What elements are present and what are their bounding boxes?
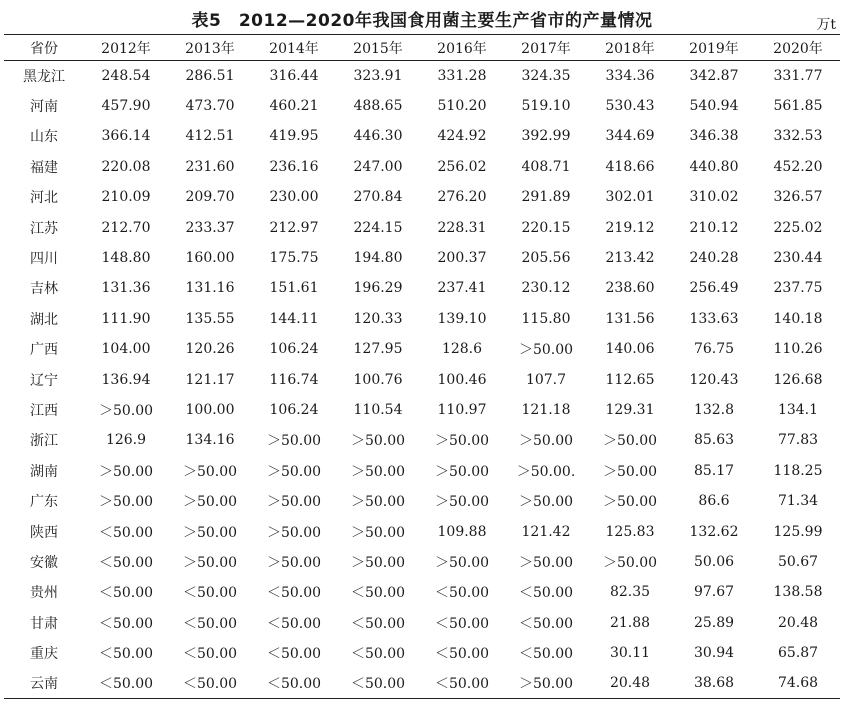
value-cell: ＞50.00 xyxy=(518,433,574,450)
table-row xyxy=(4,91,840,121)
value-cell: 248.54 xyxy=(101,67,151,84)
value-cell: 331.28 xyxy=(437,67,487,84)
value-cell: 231.60 xyxy=(185,158,235,175)
value-cell: 205.56 xyxy=(521,250,571,267)
value-cell: 460.21 xyxy=(269,98,319,115)
value-cell: ＜50.00 xyxy=(84,668,168,698)
value-cell: 104.00 xyxy=(101,341,151,358)
value-cell: 125.99 xyxy=(773,523,823,540)
value-cell: ＜50.00 xyxy=(98,524,154,541)
value-cell: ＜50.00 xyxy=(336,668,420,698)
value-cell: 151.61 xyxy=(269,280,319,297)
value-cell: 209.70 xyxy=(185,189,235,206)
value-cell: 210.12 xyxy=(689,219,739,236)
value-cell: ＜50.00 xyxy=(518,615,574,632)
province-cell: 四川 xyxy=(30,251,58,268)
table-row xyxy=(4,516,840,546)
value-cell: ＞50.00 xyxy=(434,433,490,450)
value-cell: 131.56 xyxy=(605,310,655,327)
province-cell: 江苏 xyxy=(30,220,58,237)
value-cell: ＞50.00 xyxy=(602,554,658,571)
value-cell: 86.6 xyxy=(698,493,730,510)
table-body xyxy=(4,61,840,699)
value-cell: 286.51 xyxy=(185,67,235,84)
value-cell: 148.80 xyxy=(101,250,151,267)
value-cell: ＜50.00 xyxy=(182,615,238,632)
value-cell: ＜50.00 xyxy=(518,585,574,602)
column-header: 2015年 xyxy=(336,35,420,61)
value-cell: ＞50.00 xyxy=(266,433,322,450)
value-cell: 418.66 xyxy=(605,158,655,175)
value-cell: 50.06 xyxy=(693,553,735,570)
value-cell: 342.87 xyxy=(689,67,739,84)
value-cell: 85.17 xyxy=(693,462,735,479)
value-cell: ＞50.00 xyxy=(266,463,322,480)
value-cell: 82.35 xyxy=(609,584,651,601)
value-cell: 112.65 xyxy=(605,371,655,388)
value-cell: 107.7 xyxy=(525,371,567,388)
value-cell: 134.16 xyxy=(185,432,235,449)
table-row xyxy=(4,121,840,151)
value-cell: ＞50.00 xyxy=(182,554,238,571)
value-cell: 530.43 xyxy=(605,98,655,115)
value-cell: ＞50.00 xyxy=(182,524,238,541)
value-cell: 440.80 xyxy=(689,158,739,175)
value-cell: ＞50.00 xyxy=(350,554,406,571)
value-cell: 196.29 xyxy=(353,280,403,297)
value-cell: 120.26 xyxy=(185,341,235,358)
column-header: 2016年 xyxy=(420,35,504,61)
value-cell: 326.57 xyxy=(773,189,823,206)
value-cell: 20.48 xyxy=(777,614,819,631)
value-cell: 237.75 xyxy=(773,280,823,297)
value-cell: 110.97 xyxy=(437,401,487,418)
value-cell: 346.38 xyxy=(689,128,739,145)
value-cell: 220.08 xyxy=(101,158,151,175)
value-cell: 65.87 xyxy=(777,645,819,662)
value-cell: ＜50.00 xyxy=(434,585,490,602)
value-cell: ＞50.00 xyxy=(602,433,658,450)
table-row xyxy=(4,334,840,364)
value-cell: 126.68 xyxy=(773,371,823,388)
value-cell: ＜50.00 xyxy=(350,585,406,602)
value-cell: 121.17 xyxy=(185,371,235,388)
value-cell: 133.63 xyxy=(689,310,739,327)
value-cell: 132.8 xyxy=(693,401,735,418)
table-row xyxy=(4,152,840,182)
value-cell: 291.89 xyxy=(521,189,571,206)
value-cell: 128.6 xyxy=(441,341,483,358)
value-cell: 276.20 xyxy=(437,189,487,206)
value-cell: 160.00 xyxy=(185,250,235,267)
value-cell: ＜50.00 xyxy=(350,615,406,632)
value-cell: 424.92 xyxy=(437,128,487,145)
value-cell: ＞50.00 xyxy=(266,554,322,571)
value-cell: 139.10 xyxy=(437,310,487,327)
value-cell: 256.02 xyxy=(437,158,487,175)
province-cell: 重庆 xyxy=(30,646,58,663)
value-cell: 270.84 xyxy=(353,189,403,206)
value-cell: 144.11 xyxy=(269,310,319,327)
column-header: 2012年 xyxy=(84,35,168,61)
value-cell: 110.26 xyxy=(773,341,823,358)
table-row xyxy=(4,395,840,425)
value-cell: 200.37 xyxy=(437,250,487,267)
value-cell: 519.10 xyxy=(521,98,571,115)
value-cell: 230.44 xyxy=(773,250,823,267)
value-cell: 25.89 xyxy=(693,614,735,631)
value-cell: ＞50.00 xyxy=(350,494,406,511)
value-cell: 230.00 xyxy=(269,189,319,206)
value-cell: ＜50.00 xyxy=(350,646,406,663)
value-cell: 30.94 xyxy=(693,645,735,662)
value-cell: 228.31 xyxy=(437,219,487,236)
value-cell: 324.35 xyxy=(521,67,571,84)
value-cell: 473.70 xyxy=(185,98,235,115)
header-row xyxy=(4,35,840,61)
province-cell: 湖南 xyxy=(30,463,58,480)
value-cell: 30.11 xyxy=(609,645,651,662)
value-cell: ＜50.00 xyxy=(98,554,154,571)
column-header: 2018年 xyxy=(588,35,672,61)
value-cell: 247.00 xyxy=(353,158,403,175)
province-cell: 黑龙江 xyxy=(23,68,65,85)
table-row xyxy=(4,182,840,212)
province-cell: 广东 xyxy=(30,494,58,511)
value-cell: 97.67 xyxy=(693,584,735,601)
value-cell: 131.36 xyxy=(101,280,151,297)
table-row xyxy=(4,304,840,334)
value-cell: 100.46 xyxy=(437,371,487,388)
value-cell: 194.80 xyxy=(353,250,403,267)
table-row xyxy=(4,425,840,455)
table-row xyxy=(4,577,840,607)
value-cell: ＞50.00 xyxy=(98,402,154,419)
table-title: 表5 2012—2020年我国食用菌主要生产省市的产量情况 xyxy=(191,11,653,31)
value-cell: 106.24 xyxy=(269,401,319,418)
value-cell: ＞50.00 xyxy=(266,494,322,511)
value-cell: ＜50.00 xyxy=(252,668,336,698)
value-cell: ＜50.00 xyxy=(266,585,322,602)
value-cell: 129.31 xyxy=(605,401,655,418)
value-cell: 118.25 xyxy=(773,462,823,479)
value-cell: ＞50.00 xyxy=(350,433,406,450)
province-cell: 江西 xyxy=(30,402,58,419)
province-cell: 甘肃 xyxy=(30,615,58,632)
value-cell: 85.63 xyxy=(693,432,735,449)
table-row xyxy=(4,638,840,668)
value-cell: 140.06 xyxy=(605,341,655,358)
column-header: 省份 xyxy=(4,35,84,61)
value-cell: ＞50.00 xyxy=(518,494,574,511)
value-cell: 110.54 xyxy=(353,401,403,418)
value-cell: 219.12 xyxy=(605,219,655,236)
column-header: 2020年 xyxy=(756,35,840,61)
value-cell: 116.74 xyxy=(269,371,319,388)
value-cell: 302.01 xyxy=(605,189,655,206)
table-row xyxy=(4,364,840,394)
value-cell: ＜50.00 xyxy=(266,646,322,663)
value-cell: 510.20 xyxy=(437,98,487,115)
value-cell: 115.80 xyxy=(521,310,571,327)
value-cell: 332.53 xyxy=(773,128,823,145)
value-cell: ＜50.00 xyxy=(420,668,504,698)
province-cell: 安徽 xyxy=(30,554,58,571)
value-cell: 109.88 xyxy=(437,523,487,540)
value-cell: 106.24 xyxy=(269,341,319,358)
value-cell: 331.77 xyxy=(773,67,823,84)
column-header: 2017年 xyxy=(504,35,588,61)
value-cell: 237.41 xyxy=(437,280,487,297)
value-cell: 71.34 xyxy=(777,493,819,510)
value-cell: 256.49 xyxy=(689,280,739,297)
value-cell: 457.90 xyxy=(101,98,151,115)
table-row xyxy=(4,212,840,242)
value-cell: ＜50.00 xyxy=(182,585,238,602)
value-cell: 100.00 xyxy=(185,401,235,418)
value-cell: 21.88 xyxy=(609,614,651,631)
value-cell: 310.02 xyxy=(689,189,739,206)
value-cell: ＞50.00 xyxy=(434,494,490,511)
value-cell: ＞50.00 xyxy=(350,524,406,541)
table-row xyxy=(4,486,840,516)
province-cell: 河南 xyxy=(30,99,58,116)
table-row xyxy=(4,668,840,698)
value-cell: 125.83 xyxy=(605,523,655,540)
value-cell: 212.70 xyxy=(101,219,151,236)
value-cell: ＞50.00. xyxy=(516,463,576,480)
province-cell: 贵州 xyxy=(30,585,58,602)
value-cell: ＜50.00 xyxy=(168,668,252,698)
value-cell: 452.20 xyxy=(773,158,823,175)
value-cell: ＞50.00 xyxy=(350,463,406,480)
value-cell: ＞50.00 xyxy=(602,494,658,511)
value-cell: 213.42 xyxy=(605,250,655,267)
value-cell: ＜50.00 xyxy=(182,646,238,663)
value-cell: 38.68 xyxy=(672,668,756,698)
value-cell: 111.90 xyxy=(101,310,151,327)
value-cell: ＜50.00 xyxy=(434,646,490,663)
value-cell: 132.62 xyxy=(689,523,739,540)
table-row xyxy=(4,273,840,303)
value-cell: 236.16 xyxy=(269,158,319,175)
value-cell: 127.95 xyxy=(353,341,403,358)
value-cell: 50.67 xyxy=(777,553,819,570)
value-cell: 561.85 xyxy=(773,98,823,115)
value-cell: 344.69 xyxy=(605,128,655,145)
value-cell: ＞50.00 xyxy=(98,463,154,480)
value-cell: 220.15 xyxy=(521,219,571,236)
value-cell: 120.33 xyxy=(353,310,403,327)
production-table xyxy=(4,34,840,699)
province-cell: 云南 xyxy=(4,668,84,698)
value-cell: 212.97 xyxy=(269,219,319,236)
table-row xyxy=(4,61,840,91)
value-cell: 138.58 xyxy=(773,584,823,601)
value-cell: 392.99 xyxy=(521,128,571,145)
value-cell: ＞50.00 xyxy=(434,554,490,571)
value-cell: ＜50.00 xyxy=(266,615,322,632)
column-header: 2014年 xyxy=(252,35,336,61)
value-cell: ＜50.00 xyxy=(98,615,154,632)
value-cell: 121.42 xyxy=(521,523,571,540)
value-cell: 366.14 xyxy=(101,128,151,145)
value-cell: 77.83 xyxy=(777,432,819,449)
province-cell: 陕西 xyxy=(30,524,58,541)
value-cell: 316.44 xyxy=(269,67,319,84)
value-cell: 488.65 xyxy=(353,98,403,115)
value-cell: 136.94 xyxy=(101,371,151,388)
value-cell: 74.68 xyxy=(756,668,840,698)
province-cell: 山东 xyxy=(30,129,58,146)
value-cell: ＞50.00 xyxy=(504,668,588,698)
value-cell: 540.94 xyxy=(689,98,739,115)
value-cell: ＜50.00 xyxy=(518,646,574,663)
value-cell: ＞50.00 xyxy=(98,494,154,511)
value-cell: ＞50.00 xyxy=(602,463,658,480)
value-cell: 408.71 xyxy=(521,158,571,175)
province-cell: 福建 xyxy=(30,159,58,176)
value-cell: ＞50.00 xyxy=(182,463,238,480)
table-row xyxy=(4,608,840,638)
province-cell: 湖北 xyxy=(30,311,58,328)
table-row xyxy=(4,547,840,577)
value-cell: 175.75 xyxy=(269,250,319,267)
value-cell: 210.09 xyxy=(101,189,151,206)
table-row xyxy=(4,243,840,273)
value-cell: 121.18 xyxy=(521,401,571,418)
value-cell: ＞50.00 xyxy=(434,463,490,480)
value-cell: 233.37 xyxy=(185,219,235,236)
value-cell: ＞50.00 xyxy=(518,342,574,359)
value-cell: ＜50.00 xyxy=(98,585,154,602)
table-header xyxy=(4,35,840,61)
value-cell: 225.02 xyxy=(773,219,823,236)
value-cell: ＞50.00 xyxy=(266,524,322,541)
value-cell: 120.43 xyxy=(689,371,739,388)
table-row xyxy=(4,456,840,486)
value-cell: 419.95 xyxy=(269,128,319,145)
value-cell: 240.28 xyxy=(689,250,739,267)
province-cell: 河北 xyxy=(30,190,58,207)
value-cell: ＜50.00 xyxy=(434,615,490,632)
value-cell: 238.60 xyxy=(605,280,655,297)
value-cell: 131.16 xyxy=(185,280,235,297)
value-cell: 446.30 xyxy=(353,128,403,145)
unit-label: 万t xyxy=(816,17,836,33)
value-cell: 134.1 xyxy=(777,401,819,418)
province-cell: 辽宁 xyxy=(30,372,58,389)
value-cell: 76.75 xyxy=(693,341,735,358)
value-cell: 140.18 xyxy=(773,310,823,327)
value-cell: 126.9 xyxy=(105,432,147,449)
province-cell: 浙江 xyxy=(30,433,58,450)
value-cell: 224.15 xyxy=(353,219,403,236)
value-cell: ＞50.00 xyxy=(518,554,574,571)
value-cell: 334.36 xyxy=(605,67,655,84)
value-cell: 412.51 xyxy=(185,128,235,145)
value-cell: 135.55 xyxy=(185,310,235,327)
column-header: 2019年 xyxy=(672,35,756,61)
value-cell: 20.48 xyxy=(588,668,672,698)
value-cell: 100.76 xyxy=(353,371,403,388)
value-cell: ＜50.00 xyxy=(98,646,154,663)
province-cell: 吉林 xyxy=(30,281,58,298)
province-cell: 广西 xyxy=(30,342,58,359)
value-cell: 230.12 xyxy=(521,280,571,297)
column-header: 2013年 xyxy=(168,35,252,61)
value-cell: 323.91 xyxy=(353,67,403,84)
value-cell: ＞50.00 xyxy=(182,494,238,511)
